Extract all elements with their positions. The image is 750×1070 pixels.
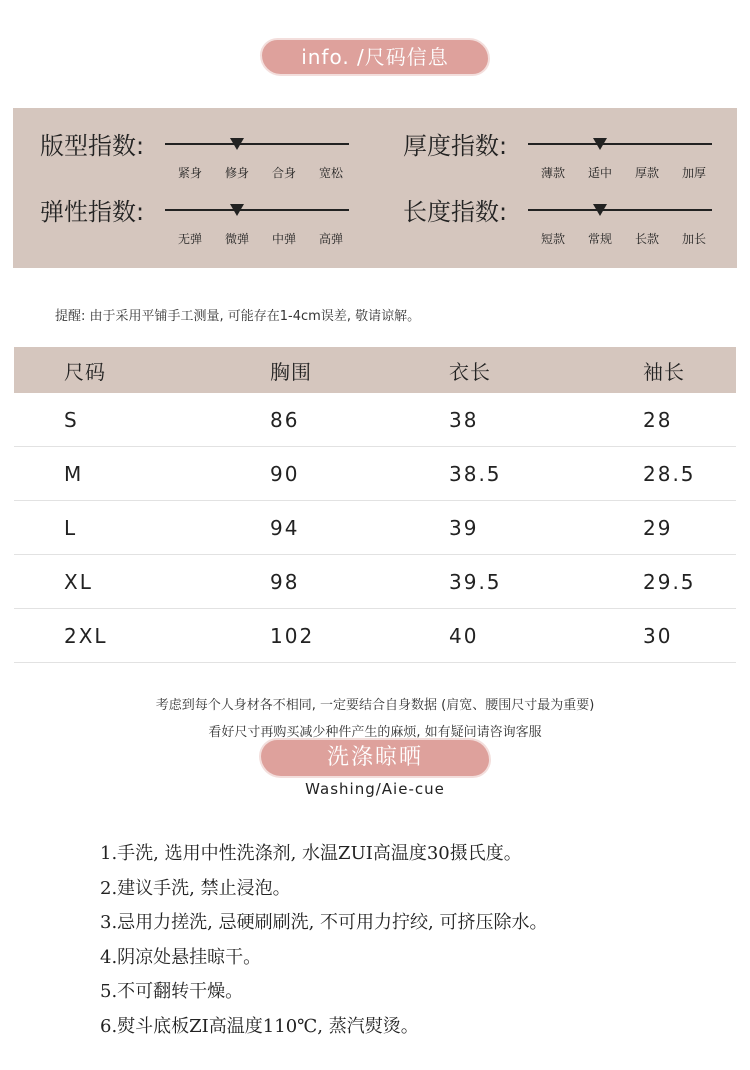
index-scale-line	[165, 209, 349, 211]
size-cell: 2XL	[64, 623, 108, 648]
index-option: 微弹	[224, 232, 250, 246]
table-row	[14, 447, 736, 501]
index-label: 版型指数:	[40, 132, 145, 160]
list-item: 1.手洗, 选用中性洗涤剂, 水温ZUI高温度30摄氏度。	[100, 843, 522, 864]
header-chest: 胸围	[270, 359, 312, 384]
list-item: 3.忌用力搓洗, 忌硬刷刷洗, 不可用力拧绞, 可挤压除水。	[100, 912, 548, 933]
header-size: 尺码	[64, 359, 106, 384]
length-cell: 40	[449, 623, 479, 648]
size-table	[14, 347, 736, 663]
index-label: 厚度指数:	[403, 132, 508, 160]
list-item: 2.建议手洗, 禁止浸泡。	[100, 877, 291, 899]
index-option: 加长	[681, 232, 707, 246]
header-length: 衣长	[449, 359, 491, 384]
index-option: 无弹	[177, 232, 203, 246]
list-item: 4.阴凉处悬挂晾干。	[100, 946, 262, 968]
list-item: 6.熨斗底板ZI高温度110℃, 蒸汽熨烫。	[100, 1015, 419, 1037]
sleeve-cell: 28.5	[643, 461, 696, 486]
washing-banner: 洗涤晾晒	[261, 740, 489, 776]
sleeve-cell: 28	[643, 407, 673, 432]
length-cell: 39.5	[449, 569, 502, 594]
chest-cell: 98	[270, 569, 300, 594]
size-table-header	[14, 347, 736, 393]
index-option: 修身	[224, 166, 250, 180]
index-option: 薄款	[540, 166, 566, 180]
index-marker-icon	[593, 138, 607, 150]
size-cell: L	[64, 515, 78, 540]
index-option: 加厚	[681, 166, 707, 180]
index-marker-icon	[593, 204, 607, 216]
header-sleeve: 袖长	[643, 359, 685, 384]
washing-instructions	[100, 840, 548, 1047]
index-option: 短款	[540, 232, 566, 246]
index-scale-line	[165, 143, 349, 145]
fit-note: 考虑到每个人身材各不相同, 一定要结合自身数据 (肩宽、腰围尺寸最为重要)	[155, 698, 595, 713]
length-cell: 38	[449, 407, 479, 432]
sleeve-cell: 29	[643, 515, 673, 540]
chest-cell: 86	[270, 407, 300, 432]
table-row	[14, 609, 736, 663]
index-option: 宽松	[318, 166, 344, 180]
index-option: 紧身	[177, 166, 203, 180]
measurement-tip: 提醒: 由于采用平铺手工测量, 可能存在1-4cm误差, 敬请谅解。	[55, 309, 421, 324]
chest-cell: 102	[270, 623, 315, 648]
washing-subtitle: Washing/Aie-cue	[305, 780, 445, 798]
index-marker-icon	[230, 204, 244, 216]
index-label: 弹性指数:	[40, 198, 145, 226]
index-label: 长度指数:	[403, 198, 508, 226]
list-item: 5.不可翻转干燥。	[100, 981, 244, 1002]
size-cell: M	[64, 461, 84, 486]
info-banner: info. /尺码信息	[262, 40, 488, 74]
table-row	[14, 393, 736, 447]
length-cell: 39	[449, 515, 479, 540]
chest-cell: 94	[270, 515, 300, 540]
size-cell: S	[64, 407, 79, 432]
fit-index-panel	[13, 108, 737, 268]
index-marker-icon	[230, 138, 244, 150]
index-scale-line	[528, 209, 712, 211]
sleeve-cell: 30	[643, 623, 673, 648]
table-row	[14, 555, 736, 609]
sleeve-cell: 29.5	[643, 569, 696, 594]
index-option: 常规	[587, 232, 613, 246]
length-cell: 38.5	[449, 461, 502, 486]
index-option: 高弹	[318, 232, 344, 246]
index-option: 适中	[587, 166, 613, 180]
table-row	[14, 501, 736, 555]
index-option: 长款	[634, 232, 660, 246]
service-note: 看好尺寸再购买减少种件产生的麻烦, 如有疑问请咨询客服	[208, 725, 542, 740]
chest-cell: 90	[270, 461, 300, 486]
index-option: 合身	[271, 166, 297, 180]
size-cell: XL	[64, 569, 93, 594]
index-option: 厚款	[634, 166, 660, 180]
index-option: 中弹	[271, 232, 297, 246]
index-scale-line	[528, 143, 712, 145]
